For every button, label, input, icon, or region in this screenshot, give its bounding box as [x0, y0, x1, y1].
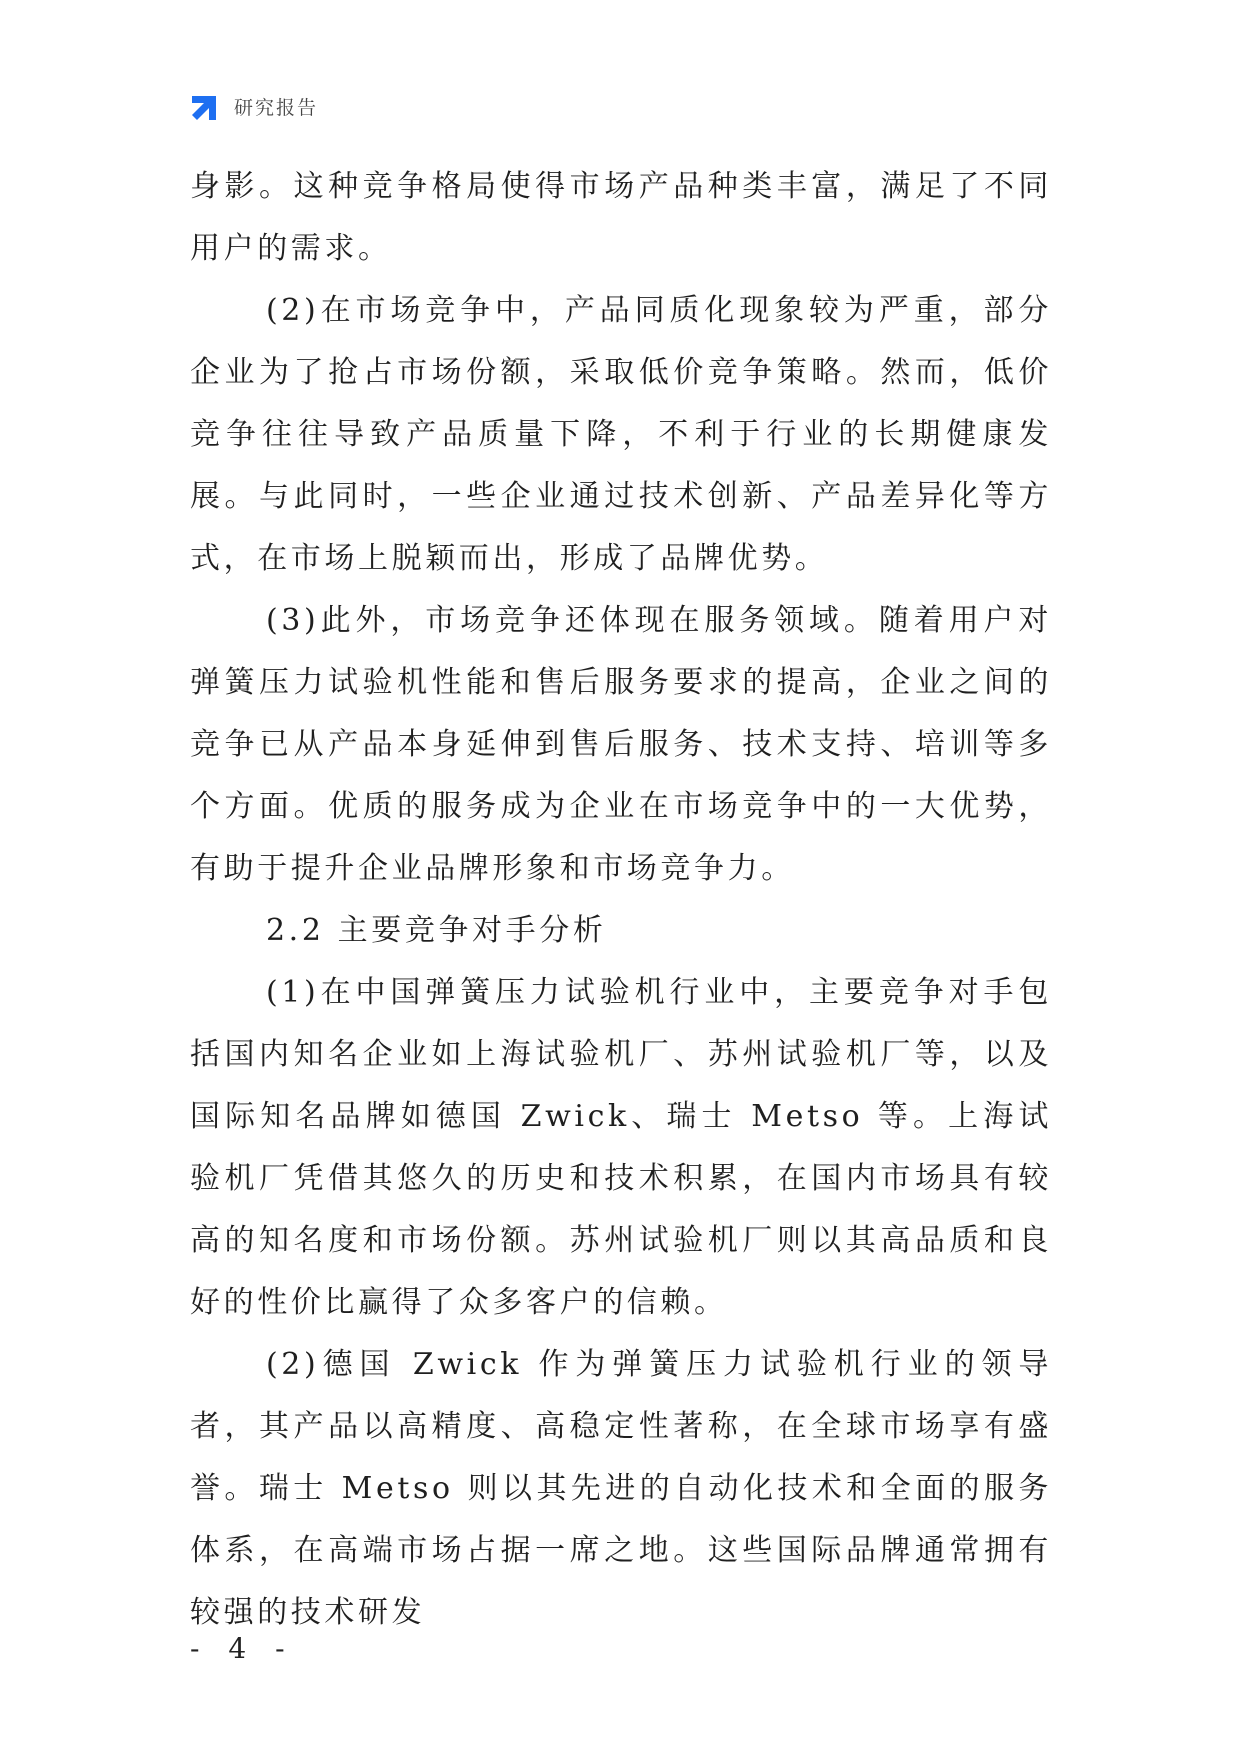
- paragraph: (2)在市场竞争中，产品同质化现象较为严重，部分企业为了抢占市场份额，采取低价竞争策略。然而，低价竞争往往导致产品质量下降，不利于行业的长期健康发展。与此同时，一些企业通过技术创新、产品差异化等方式，在市场上脱颖而出，形成了品牌优势。: [190, 293, 1052, 576]
- section-heading: 2.2 主要竞争对手分析: [266, 913, 607, 948]
- paragraph: (1)在中国弹簧压力试验机行业中，主要竞争对手包括国内知名企业如上海试验机厂、苏州试验机厂等，以及国际知名品牌如德国 Zwick、瑞士 Metso 等。上海试验机厂凭借其悠久的历史和技术积累，在国内市场具有较高的知名度和市场份额。苏州试验机厂则以其高品质和良好的性价比赢得了众多客户的信赖。: [190, 975, 1052, 1320]
- document-body: [190, 156, 1052, 1644]
- page-number: - 4 -: [190, 1632, 295, 1665]
- paragraph: (2)德国 Zwick 作为弹簧压力试验机行业的领导者，其产品以高精度、高稳定性著称，在全球市场享有盛誉。瑞士 Metso 则以其先进的自动化技术和全面的服务体系，在高端市场占据一席之地。这些国际品牌通常拥有较强的技术研发: [190, 1347, 1052, 1630]
- arrow-logo-icon: [190, 90, 222, 122]
- header-title: 研究报告: [234, 96, 319, 119]
- page-header: [190, 88, 318, 124]
- paragraph: (3)此外，市场竞争还体现在服务领域。随着用户对弹簧压力试验机性能和售后服务要求的提高，企业之间的竞争已从产品本身延伸到售后服务、技术支持、培训等多个方面。优质的服务成为企业在市场竞争中的一大优势，有助于提升企业品牌形象和市场竞争力。: [190, 603, 1052, 886]
- paragraph-continuation: 身影。这种竞争格局使得市场产品种类丰富，满足了不同用户的需求。: [190, 169, 1052, 266]
